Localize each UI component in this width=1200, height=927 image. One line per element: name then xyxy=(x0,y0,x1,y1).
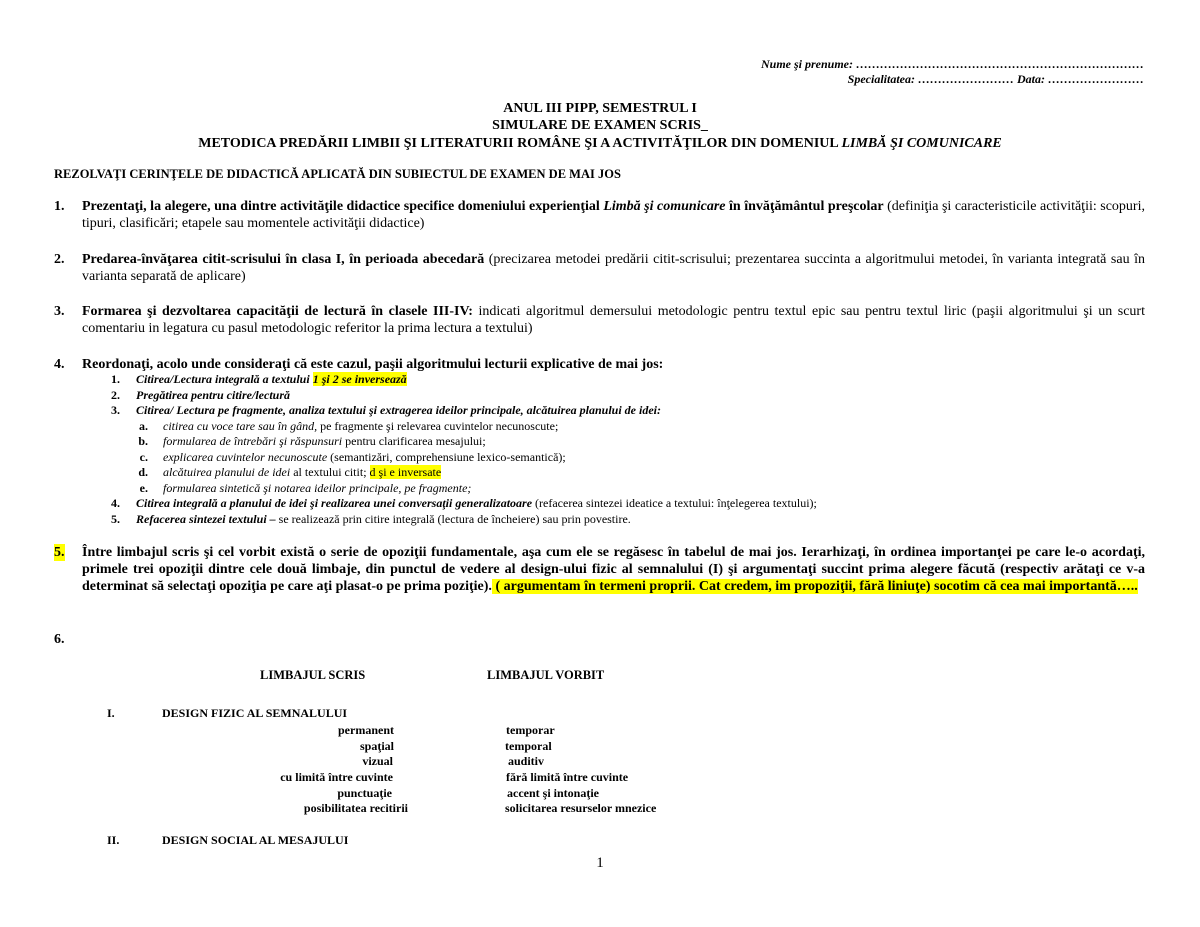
name-field-line: Nume şi prenume: ……………………………………………………………… xyxy=(760,57,1144,71)
instruction-heading: REZOLVAŢI CERINŢELE DE DIDACTICĂ APLICATĂ DIN SUBIECTUL DE EXAMEN DE MAI JOS xyxy=(54,167,621,181)
question-6-number: 6. xyxy=(54,632,65,647)
q2-text: (precizarea metodei predării citit-scrisului; prezentarea succinta a algoritmului metodei, în varianta integrată sau în varianta separată de aplicare) xyxy=(82,252,1145,284)
step-number: 5. xyxy=(111,511,120,526)
q2-bold: Predarea-învăţarea citit-scrisului în clasa I, în perioada abecedară xyxy=(82,252,485,267)
section-2-label: DESIGN SOCIAL AL MESAJULUI xyxy=(162,833,349,847)
table-row-left: punctuaţie xyxy=(337,786,392,800)
q1-text: (definiţia şi caracteristicile activităţii: scopuri, tipuri, clasificări; etapele sau momentele activităţii didactice) xyxy=(82,199,1145,231)
table-row-left: spaţial xyxy=(359,739,394,753)
list-item: Pregătirea pentru citire/lectură xyxy=(136,387,290,402)
table-row-right: fără limită între cuvinte xyxy=(506,770,629,784)
q5-bold: Între limbajul scris şi cel vorbit există o serie de opoziţii fundamentale, aşa cum ele se regăsesc în tabelul de mai jos. Ierarhizaţi, în ordinea importanţei pe care le-o acordaţi, primele trei opoziţii dintre cele două limbaje, din punctul de vedere al design-ului fizic al semnalului (I) şi argumentaţi succint prima alegere făcută (respectiv arătaţi ce v-a determinat să selectaţi opoziţia pe care aţi plasat-o pe prima poziţie). xyxy=(82,545,1145,594)
question-1 xyxy=(54,198,1145,232)
list-item: formularea de întrebări şi răspunsuri pentru clarificarea mesajului; xyxy=(163,434,486,448)
question-number: 5. xyxy=(54,545,65,560)
table-row-left: posibilitatea recitirii xyxy=(303,801,408,815)
question-5 xyxy=(54,544,1145,595)
table-header-written: LIMBAJUL SCRIS xyxy=(260,668,366,682)
substep-letter: c. xyxy=(139,449,148,464)
title-line-2: SIMULARE DE EXAMEN SCRIS_ xyxy=(492,118,708,133)
substep-letter: d. xyxy=(138,465,148,479)
step-number: 2. xyxy=(111,387,120,402)
q3-text: indicati algoritmul demersului metodologic pentru textul epic sau pentru textul liric (paşii algoritmului şi un scurt comentariu in legatura cu pasul metodologic referitor la prima lectura a textului) xyxy=(82,304,1145,336)
step-number: 4. xyxy=(111,496,120,510)
table-row-left: vizual xyxy=(362,754,393,768)
page-number: 1 xyxy=(596,855,604,871)
q4-steps-list xyxy=(0,372,1200,532)
list-item: explicarea cuvintelor necunoscute (semantizări, comprehensiune lexico-semantică); xyxy=(163,449,566,464)
section-1-label: DESIGN FIZIC AL SEMNALULUI xyxy=(162,706,348,720)
q1-bold: Prezentaţi, la alegere, una dintre activităţile didactice specifice domeniului experienţial xyxy=(82,199,604,214)
title-line-3-main: METODICA PREDĂRII LIMBII ŞI LITERATURII ROMÂNE ŞI A ACTIVITĂŢILOR DIN DOMENIUL xyxy=(198,136,842,151)
substep-letter: a. xyxy=(139,418,148,433)
section-1-number: I. xyxy=(107,706,115,720)
table-row-right: temporar xyxy=(506,723,555,737)
list-item: Citirea/ Lectura pe fragmente, analiza textului şi extragerea ideilor principale, alcătuirea planului de idei: xyxy=(136,403,661,417)
q1-italic: Limbă şi comunicare xyxy=(603,199,726,214)
list-item: Refacerea sintezei textului – se realizează prin citire integrală (lectura de încheiere) sau prin povestire. xyxy=(136,511,631,526)
step-number: 3. xyxy=(111,403,120,417)
substep-letter: b. xyxy=(138,434,148,448)
table-row-right: temporal xyxy=(505,739,552,753)
list-item: citirea cu voce tare sau în gând, pe fragmente şi relevarea cuvintelor necunoscute; xyxy=(163,418,559,433)
q5-highlight-note: ( argumentam în termeni proprii. Cat credem, im propoziţii, fără liniuţe) socotim că cea mai importantă….. xyxy=(491,579,1138,594)
table-row-left: permanent xyxy=(338,723,394,737)
list-item: Citirea/Lectura integrală a textului 1 şi 2 se inversează xyxy=(136,372,407,386)
table-row-left: cu limită între cuvinte xyxy=(280,770,393,784)
step-1-highlight-note: 1 şi 2 se inversează xyxy=(312,372,407,386)
question-4 xyxy=(54,356,1145,373)
step-number: 1. xyxy=(111,372,120,386)
question-number: 3. xyxy=(54,304,65,319)
question-number: 1. xyxy=(54,199,65,214)
table-row-right: solicitarea resurselor mnezice xyxy=(505,801,657,815)
specialty-date-line: Specialitatea: …………………… Data: …………………… xyxy=(847,72,1144,86)
title-line-3-italic: LIMBĂ ŞI COMUNICARE xyxy=(841,136,1002,151)
list-item: formularea sintetică şi notarea ideilor principale, pe fragmente; xyxy=(163,480,472,495)
question-2 xyxy=(54,251,1145,285)
list-item: alcătuirea planului de idei al textului citit; d şi e inversate xyxy=(163,465,442,479)
substep-letter: e. xyxy=(139,480,148,495)
table-header-spoken: LIMBAJUL VORBIT xyxy=(487,668,605,682)
q4-bold: Reordonaţi, acolo unde consideraţi că este cazul, paşii algoritmului lecturii explicative de mai jos: xyxy=(82,357,664,372)
table-row-right: accent şi intonaţie xyxy=(507,786,599,800)
question-number: 4. xyxy=(54,357,65,372)
title-line-1: ANUL III PIPP, SEMESTRUL I xyxy=(503,101,697,116)
question-number: 2. xyxy=(54,252,65,267)
list-item: Citirea integrală a planului de idei şi realizarea unei conversaţii generalizatoare (refacerea sintezei ideatice a textului: înţelegerea textului); xyxy=(136,496,817,510)
q3-bold: Formarea şi dezvoltarea capacităţii de lectură în clasele III-IV: xyxy=(82,304,473,319)
q1-bold-2: în învăţământul preşcolar xyxy=(725,199,884,214)
table-row-right: auditiv xyxy=(508,754,545,768)
step-d-highlight-note: d şi e inversate xyxy=(369,465,442,479)
question-3 xyxy=(54,303,1145,337)
title-line-3 xyxy=(0,136,1200,152)
section-2-number: II. xyxy=(107,833,120,847)
